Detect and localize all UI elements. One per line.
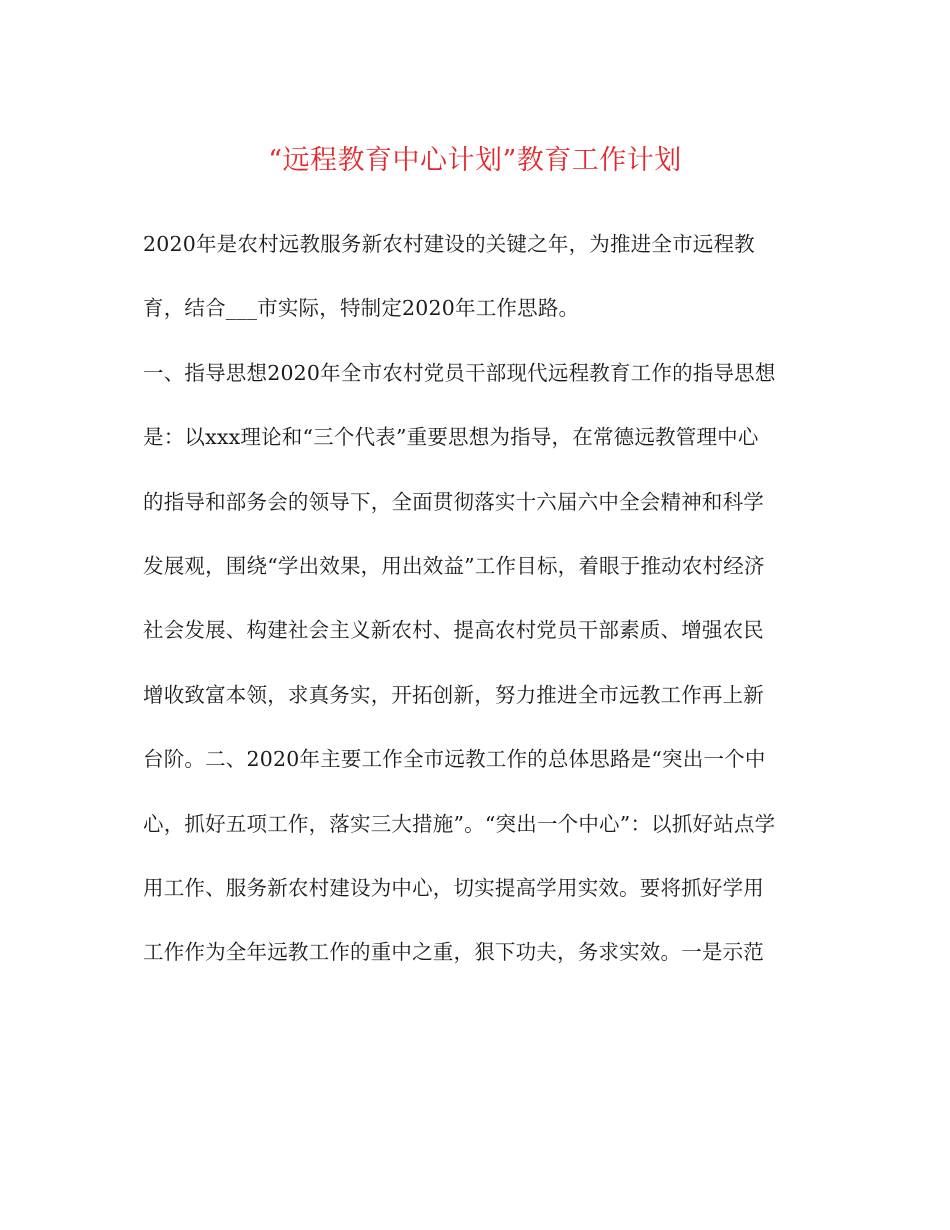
body-line: 心，抓好五项工作，落实三大措施”。“突出一个中心”：以抓好站点学: [143, 811, 776, 836]
body-line: 用工作、服务新农村建设为中心，切实提高学用实效。要将抓好学用: [143, 875, 764, 900]
body-line: 一、指导思想2020年全市农村党员干部现代远程教育工作的指导思想: [143, 360, 776, 385]
body-line: 增收致富本领，求真务实，开拓创新，努力推进全市远教工作再上新: [143, 682, 764, 707]
body-line: 是：以xxx理论和“三个代表”重要思想为指导，在常德远教管理中心: [143, 425, 759, 450]
body-line: 台阶。二、2020年主要工作全市远教工作的总体思路是“突出一个中: [143, 747, 766, 772]
body-line: 发展观，围绕“学出效果，用出效益”工作目标，着眼于推动农村经济: [143, 553, 765, 578]
body-line: 育，结合___市实际，特制定2020年工作思路。: [143, 296, 580, 321]
document-body: [143, 224, 813, 997]
body-line: 社会发展、构建社会主义新农村、提高农村党员干部素质、增强农民: [143, 618, 764, 643]
body-line: 工作作为全年远教工作的重中之重，狠下功夫，务求实效。一是示范: [143, 940, 764, 965]
body-line: 2020年是农村远教服务新农村建设的关键之年，为推进全市远程教: [143, 232, 755, 256]
document-title: “远程教育中心计划”教育工作计划: [268, 145, 682, 176]
body-line: 的指导和部务会的领导下，全面贯彻落实十六届六中全会精神和科学: [143, 489, 764, 514]
